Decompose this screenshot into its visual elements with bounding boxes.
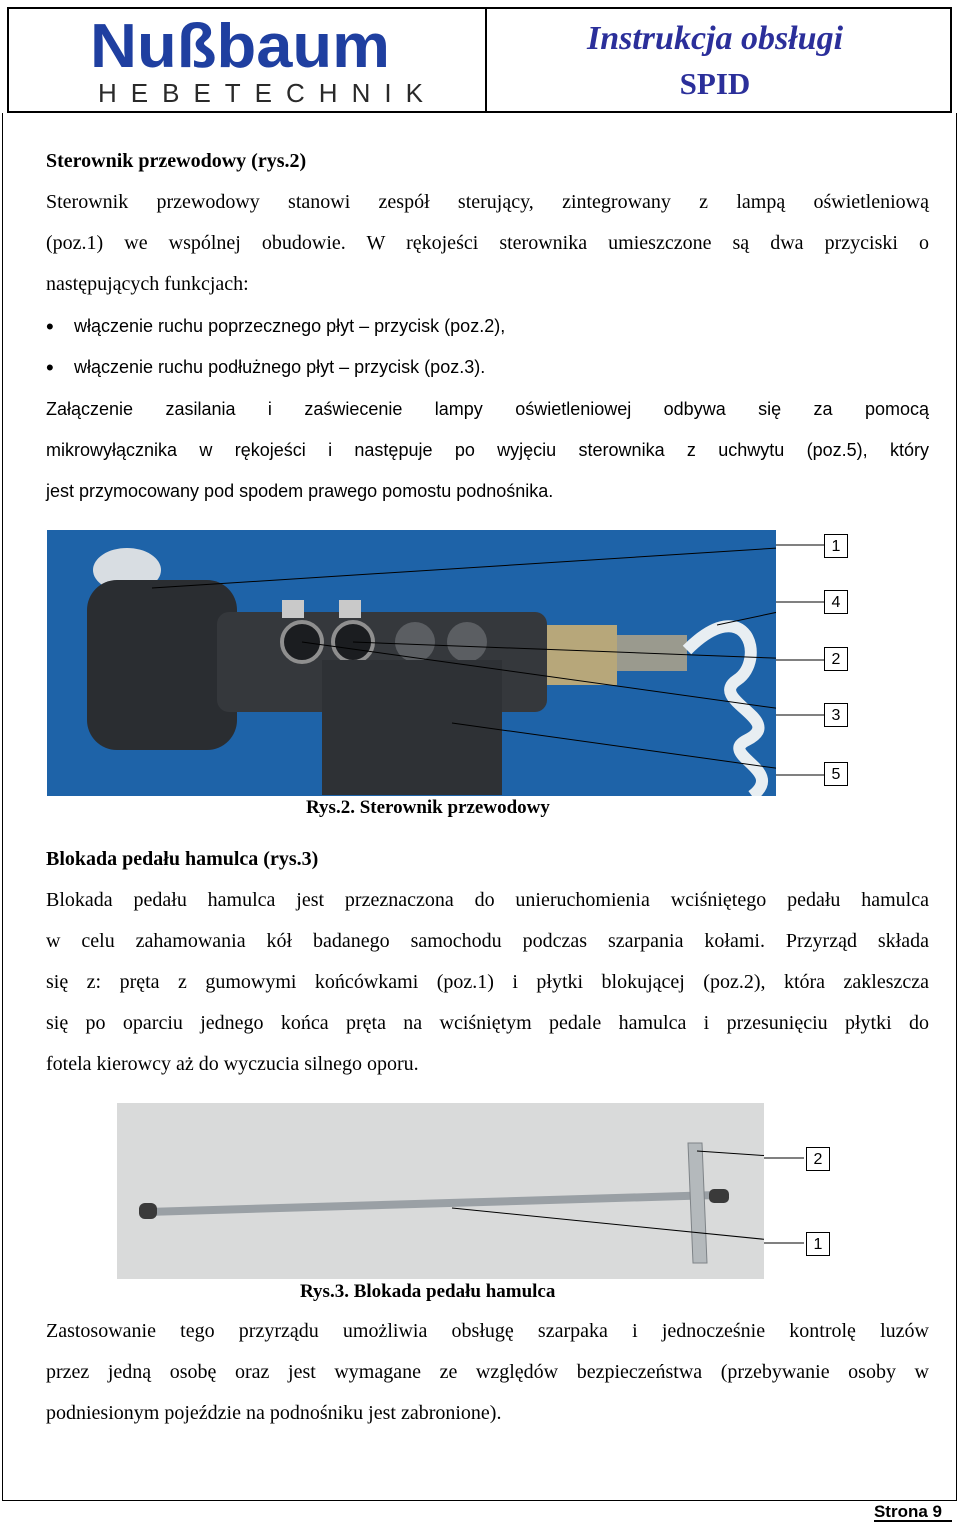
- figure3-caption: Rys.3. Blokada pedału hamulca: [300, 1281, 556, 1302]
- callout-1: 1: [824, 534, 848, 558]
- callout-leaders: [776, 530, 826, 800]
- section1-heading: Sterownik przewodowy (rys.2): [46, 150, 307, 172]
- section2-line-2: w celu zahamowania kół badanego samochodu podczas szarpania kołami. Przyrząd składa: [46, 930, 929, 952]
- document-title: Instrukcja obsługi: [586, 20, 844, 57]
- document-subtitle: SPID: [679, 66, 751, 101]
- section2-line-4: się po oparciu jednego końca pręta na wciśniętym pedale hamulca i przesunięciu płytki do: [46, 1012, 929, 1034]
- callout-5: 5: [824, 762, 848, 786]
- figure2-caption: Rys.2. Sterownik przewodowy: [306, 797, 550, 818]
- callout-4: 4: [824, 590, 848, 614]
- controller-illustration: [47, 530, 776, 796]
- logo-subtitle: HEBETECHNIK: [98, 78, 437, 108]
- callout-fig3-1: 1: [806, 1232, 830, 1256]
- section1-line-2: (poz.1) we wspólnej obudowie. W rękojeści sterownika umieszczone są dwa przyciski o: [46, 232, 929, 254]
- brake-lock-photo: [117, 1103, 764, 1279]
- section2-line-5: fotela kierowcy aż do wyczucia silnego oporu.: [46, 1053, 419, 1075]
- section1-line-3: następujących funkcjach:: [46, 273, 249, 295]
- header-divider: [485, 9, 487, 111]
- callout-3: 3: [824, 703, 848, 727]
- section3-line-3: podniesionym pojeździe na podnośniku jest zabronione).: [46, 1402, 502, 1424]
- section1-para-line-2: mikrowyłącznika w rękojeści i następuje po wyjęciu sterownika z uchwytu (poz.5), który: [46, 440, 929, 460]
- section1-line-1: Sterownik przewodowy stanowi zespół sterujący, zintegrowany z lampą oświetleniową: [46, 191, 929, 213]
- section2-heading: Blokada pedału hamulca (rys.3): [46, 848, 319, 870]
- section3-line-1: Zastosowanie tego przyrządu umożliwia obsługę szarpaka i jednocześnie kontrolę luzów: [46, 1320, 929, 1342]
- section1-para-line-1: Załączenie zasilania i zaświecenie lampy oświetleniowej odbywa się za pomocą: [46, 399, 929, 419]
- logo-word-text: Nußbaum: [90, 15, 390, 75]
- section3-line-2: przez jedną osobę oraz jest wymagane ze względów bezpieczeństwa (przebywanie osoby w: [46, 1361, 929, 1383]
- section2-line-3: się z: pręta z gumowymi końcówkami (poz.1) i płytki blokującej (poz.2), która zakleszcza: [46, 971, 929, 993]
- callout-leaders-fig3: [764, 1150, 804, 1250]
- list-item: • włączenie ruchu podłużnego płyt – przycisk (poz.3).: [46, 347, 929, 388]
- brake-lock-illustration: [117, 1103, 764, 1279]
- list-item: • włączenie ruchu poprzecznego płyt – przycisk (poz.2),: [46, 306, 929, 347]
- section2-line-1: Blokada pedału hamulca jest przeznaczona do unieruchomienia wciśniętego pedału hamulca: [46, 889, 929, 911]
- controller-photo: [47, 530, 776, 796]
- nussbaum-logo: [88, 15, 393, 75]
- section1-para-line-3: jest przymocowany pod spodem prawego pomostu podnośnika.: [46, 481, 554, 501]
- function-list: [46, 306, 929, 388]
- page-number: Strona 9: [873, 1502, 942, 1521]
- callout-fig3-2: 2: [806, 1147, 830, 1171]
- callout-2: 2: [824, 647, 848, 671]
